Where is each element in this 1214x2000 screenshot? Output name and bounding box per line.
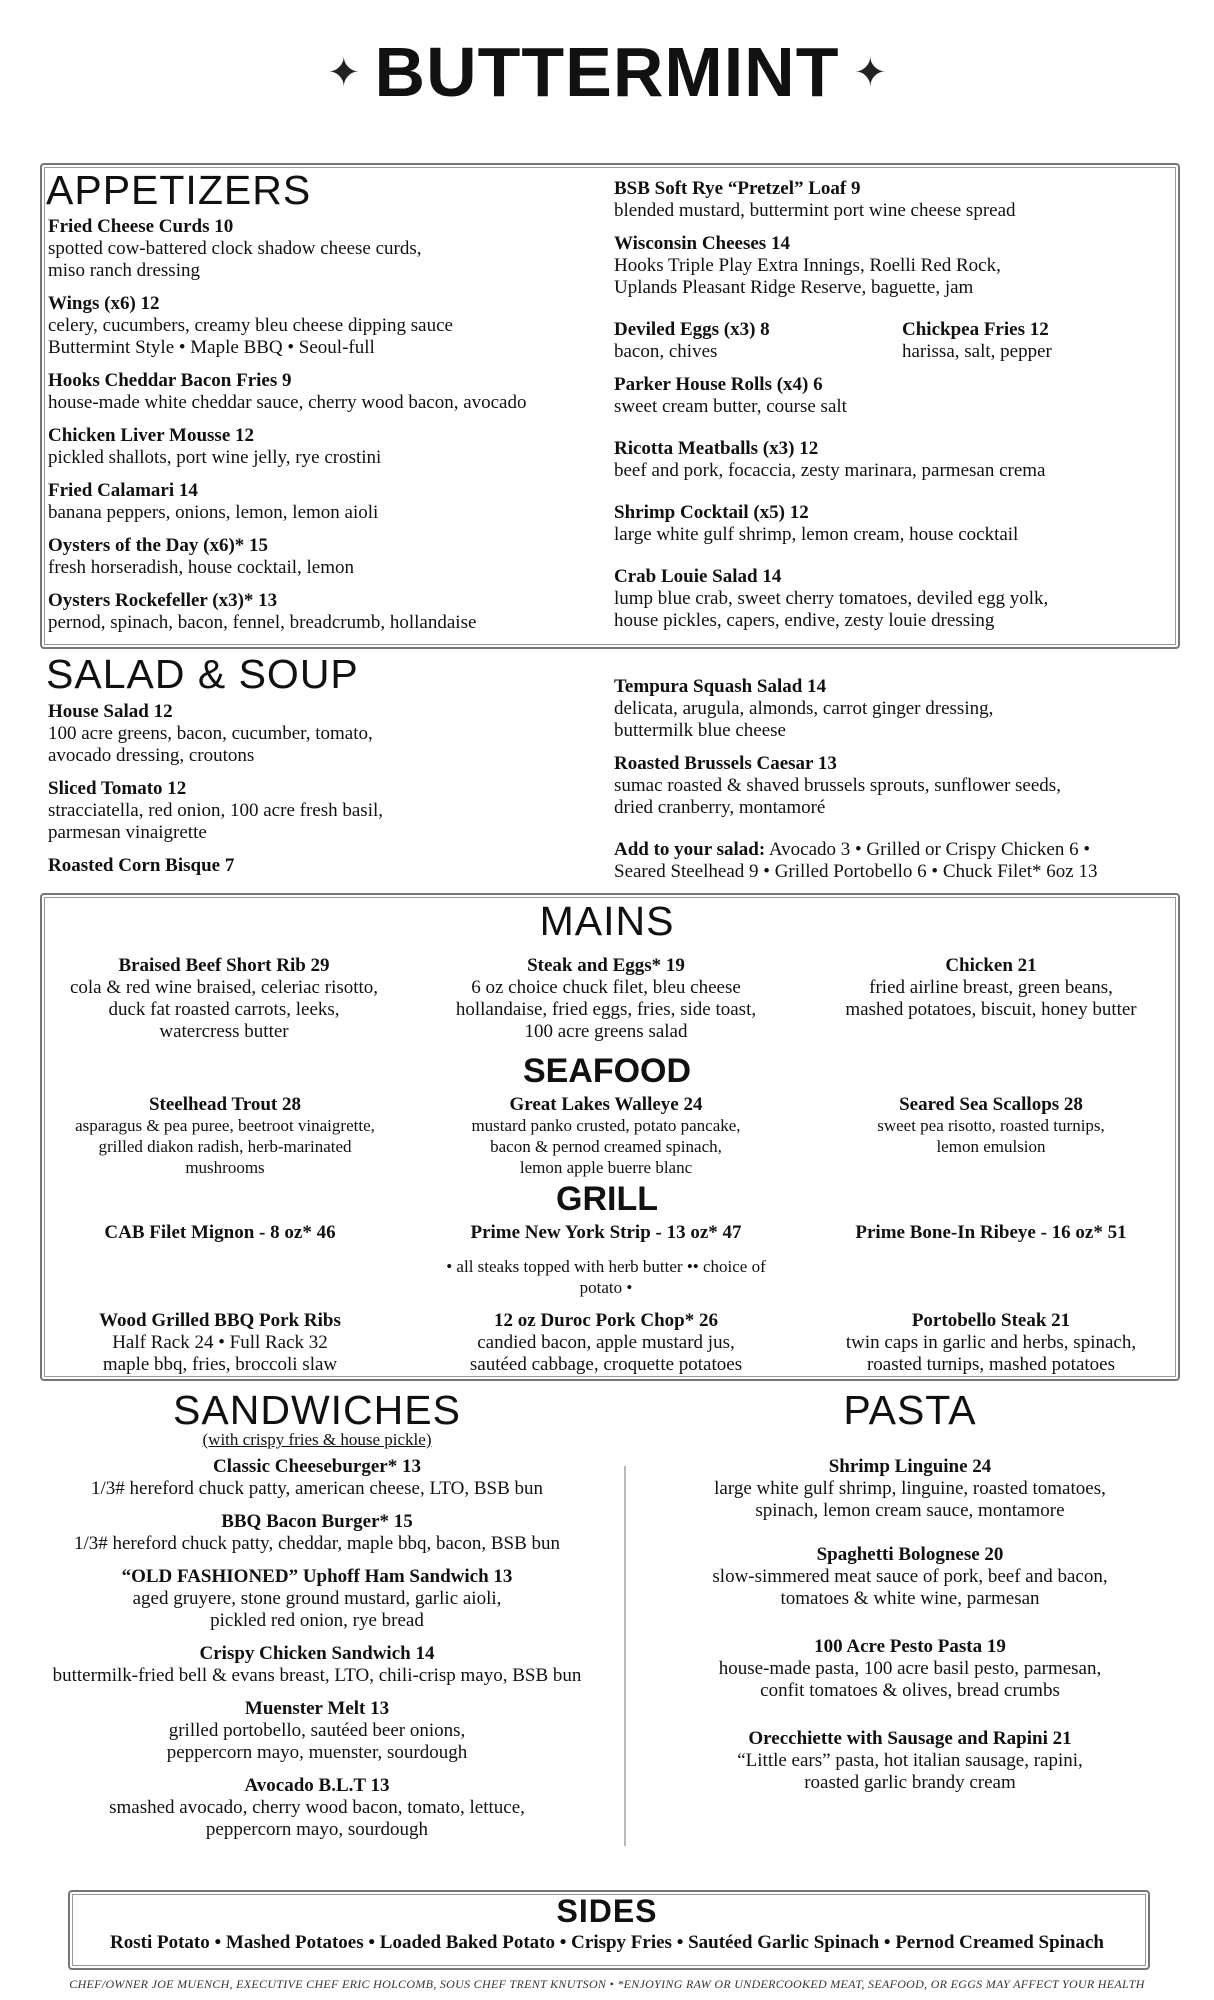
menu-item xyxy=(14,1643,620,1687)
menu-item xyxy=(630,1636,1190,1702)
item-name: Muenster Melt 13 xyxy=(244,1698,390,1719)
item-desc: grilled diakon radish, herb-marinated xyxy=(98,1137,352,1156)
item-desc: miso ranch dressing xyxy=(48,260,200,281)
menu-item xyxy=(48,293,608,359)
menu-item xyxy=(614,319,902,363)
grill-note-line: • all steaks topped with herb butter • xyxy=(446,1257,693,1276)
item-desc: spinach, lemon cream sauce, montamore xyxy=(755,1500,1065,1521)
item-desc: Hooks Triple Play Extra Innings, Roelli Red Rock, xyxy=(614,255,1001,276)
menu-item xyxy=(630,1728,1190,1794)
grill-note-line: • choice of potato • xyxy=(579,1257,766,1297)
sandwiches-title: SANDWICHES xyxy=(173,1387,461,1433)
item-desc: 100 acre greens salad xyxy=(524,1021,688,1042)
item-name: Parker House Rolls (x4) 6 xyxy=(614,374,823,395)
menu-item xyxy=(614,566,1170,632)
seafood-item xyxy=(810,1094,1172,1157)
appetizers-title: APPETIZERS xyxy=(46,167,312,213)
pasta-title: PASTA xyxy=(843,1387,977,1433)
item-name: Portobello Steak 21 xyxy=(911,1310,1071,1331)
item-desc: fresh horseradish, house cocktail, lemon xyxy=(48,557,355,578)
item-desc: watercress butter xyxy=(159,1021,289,1042)
item-name: BBQ Bacon Burger* 15 xyxy=(221,1511,413,1532)
item-desc: hollandaise, fried eggs, fries, side toast, xyxy=(455,999,757,1020)
item-desc: maple bbq, fries, broccoli slaw xyxy=(102,1354,338,1375)
appetizers-right-column xyxy=(614,178,1170,643)
item-desc: house-made pasta, 100 acre basil pesto, parmesan, xyxy=(718,1658,1102,1679)
item-name: Roasted Corn Bisque 7 xyxy=(48,855,235,876)
item-name: Steelhead Trout 28 xyxy=(148,1094,301,1115)
mains-item xyxy=(810,955,1172,1021)
item-desc: mashed potatoes, biscuit, honey butter xyxy=(845,999,1137,1020)
item-desc: fried airline breast, green beans, xyxy=(869,977,1113,998)
menu-item xyxy=(48,425,608,469)
item-desc: Buttermint Style • Maple BBQ • Seoul-full xyxy=(48,337,375,358)
item-desc: bacon & pernod creamed spinach, xyxy=(490,1137,722,1156)
item-desc: Half Rack 24 • Full Rack 32 xyxy=(112,1332,328,1353)
sides-list: Rosti Potato • Mashed Potatoes • Loaded Baked Potato • Crispy Fries • Sautéed Garlic Spinach • Pernod Creamed Spinach xyxy=(110,1932,1104,1953)
mains-item xyxy=(430,955,782,1043)
star-left-icon: ✦ xyxy=(327,49,361,95)
item-desc: candied bacon, apple mustard jus, xyxy=(477,1332,735,1353)
item-desc: banana peppers, onions, lemon, lemon aioli xyxy=(48,502,379,523)
item-name: Roasted Brussels Caesar 13 xyxy=(614,753,837,774)
item-name: Prime New York Strip - 13 oz* 47 xyxy=(470,1222,742,1243)
menu-item xyxy=(630,1456,1190,1522)
item-desc: mustard panko crusted, potato pancake, xyxy=(471,1116,741,1135)
item-desc: duck fat roasted carrots, leeks, xyxy=(108,999,340,1020)
menu-item xyxy=(14,1456,620,1500)
menu-item xyxy=(630,1544,1190,1610)
seafood-title: SEAFOOD xyxy=(522,1052,692,1090)
item-name: Hooks Cheddar Bacon Fries 9 xyxy=(48,370,292,391)
menu-item xyxy=(614,438,1170,482)
item-desc: grilled portobello, sautéed beer onions, xyxy=(168,1720,466,1741)
menu-item xyxy=(614,178,1170,222)
item-desc: roasted garlic brandy cream xyxy=(804,1772,1016,1793)
item-desc: house pickles, capers, endive, zesty louie dressing xyxy=(614,610,995,631)
item-name: Wisconsin Cheeses 14 xyxy=(614,233,790,254)
item-desc: pernod, spinach, bacon, fennel, breadcrumb, hollandaise xyxy=(48,612,477,633)
item-desc: Uplands Pleasant Ridge Reserve, baguette, jam xyxy=(614,277,974,298)
item-name: BSB Soft Rye “Pretzel” Loaf 9 xyxy=(614,178,861,199)
grill-title: GRILL xyxy=(556,1180,658,1218)
salad-left-column xyxy=(48,701,588,888)
menu-item xyxy=(48,535,608,579)
menu-item xyxy=(48,855,588,877)
brand-header xyxy=(0,32,1214,112)
item-desc: sumac roasted & shaved brussels sprouts, sunflower seeds, xyxy=(614,775,1061,796)
sides-title: SIDES xyxy=(556,1893,658,1929)
grill-item xyxy=(810,1310,1172,1376)
menu-item xyxy=(14,1566,620,1632)
menu-item xyxy=(48,701,588,767)
item-desc: avocado dressing, croutons xyxy=(48,745,255,766)
item-name: Prime Bone-In Ribeye - 16 oz* 51 xyxy=(855,1222,1127,1243)
item-desc: roasted turnips, mashed potatoes xyxy=(866,1354,1115,1375)
salad-soup-title: SALAD & SOUP xyxy=(46,651,359,697)
item-desc: spotted cow-battered clock shadow cheese curds, xyxy=(48,238,422,259)
grill-item xyxy=(44,1310,396,1376)
item-desc: cola & red wine braised, celeriac risotto, xyxy=(69,977,379,998)
mains-item xyxy=(48,955,400,1043)
item-name: 12 oz Duroc Pork Chop* 26 xyxy=(494,1310,718,1331)
item-name: Seared Sea Scallops 28 xyxy=(899,1094,1083,1115)
item-name: Crab Louie Salad 14 xyxy=(614,566,782,587)
item-desc: pickled shallots, port wine jelly, rye crostini xyxy=(48,447,382,468)
item-desc: beef and pork, focaccia, zesty marinara, parmesan crema xyxy=(614,460,1046,481)
item-desc: parmesan vinaigrette xyxy=(48,822,207,843)
item-name: Ricotta Meatballs (x3) 12 xyxy=(614,438,819,459)
brand-name: BUTTERMINT xyxy=(374,33,840,111)
item-name: Sliced Tomato 12 xyxy=(48,778,187,799)
item-desc: buttermilk blue cheese xyxy=(614,720,786,741)
salad-addon xyxy=(614,839,1184,883)
item-desc: bacon, chives xyxy=(614,341,718,362)
item-desc: celery, cucumbers, creamy bleu cheese dipping sauce xyxy=(48,315,453,336)
item-desc: mushrooms xyxy=(185,1158,265,1177)
item-desc: sweet pea risotto, roasted turnips, xyxy=(877,1116,1105,1135)
item-name: Steak and Eggs* 19 xyxy=(527,955,685,976)
grill-item xyxy=(810,1222,1172,1244)
item-name: Fried Cheese Curds 10 xyxy=(48,216,234,237)
item-desc: peppercorn mayo, muenster, sourdough xyxy=(166,1742,468,1763)
item-desc: smashed avocado, cherry wood bacon, tomato, lettuce, xyxy=(109,1797,525,1818)
item-name: Braised Beef Short Rib 29 xyxy=(118,955,330,976)
seafood-item xyxy=(44,1094,406,1178)
item-desc: tomatoes & white wine, parmesan xyxy=(780,1588,1040,1609)
item-desc: harissa, salt, pepper xyxy=(902,341,1052,362)
item-name: Deviled Eggs (x3) 8 xyxy=(614,319,770,340)
item-name: Tempura Squash Salad 14 xyxy=(614,676,827,697)
item-name: “OLD FASHIONED” Uphoff Ham Sandwich 13 xyxy=(121,1566,513,1587)
addon-line: Seared Steelhead 9 • Grilled Portobello 6 • Chuck Filet* 6oz 13 xyxy=(614,861,1098,882)
seafood-item xyxy=(430,1094,782,1178)
item-desc: 1/3# hereford chuck patty, cheddar, maple bbq, bacon, BSB bun xyxy=(73,1533,561,1554)
item-name: Spaghetti Bolognese 20 xyxy=(816,1544,1004,1565)
grill-item xyxy=(430,1310,782,1376)
grill-note xyxy=(430,1256,782,1298)
grill-item xyxy=(44,1222,396,1244)
menu-item xyxy=(48,216,608,282)
item-desc: house-made white cheddar sauce, cherry wood bacon, avocado xyxy=(48,392,527,413)
item-desc: “Little ears” pasta, hot italian sausage, rapini, xyxy=(737,1750,1083,1771)
item-name: Wood Grilled BBQ Pork Ribs xyxy=(99,1310,341,1331)
item-desc: buttermilk-fried bell & evans breast, LTO, chili-crisp mayo, BSB bun xyxy=(52,1665,582,1686)
item-desc: slow-simmered meat sauce of pork, beef and bacon, xyxy=(712,1566,1108,1587)
appetizers-pair-row xyxy=(614,319,1170,374)
item-desc: delicata, arugula, almonds, carrot ginger dressing, xyxy=(614,698,994,719)
menu-item xyxy=(614,374,1170,418)
item-name: Shrimp Cocktail (x5) 12 xyxy=(614,502,809,523)
menu-item xyxy=(14,1698,620,1764)
item-name: Chicken 21 xyxy=(945,955,1037,976)
item-desc: lemon apple buerre blanc xyxy=(519,1158,693,1177)
item-desc: lemon emulsion xyxy=(936,1137,1046,1156)
item-desc: 1/3# hereford chuck patty, american cheese, LTO, BSB bun xyxy=(90,1478,543,1499)
column-divider xyxy=(624,1466,626,1846)
item-desc: sautéed cabbage, croquette potatoes xyxy=(469,1354,743,1375)
menu-item xyxy=(614,233,1170,299)
sandwiches-list xyxy=(14,1456,620,1852)
item-name: Avocado B.L.T 13 xyxy=(244,1775,390,1796)
addon-line: Avocado 3 • Grilled or Crispy Chicken 6 • xyxy=(765,839,1090,860)
item-name: Oysters of the Day (x6)* 15 xyxy=(48,535,269,556)
appetizers-left-column xyxy=(48,216,608,645)
grill-item xyxy=(430,1222,782,1244)
menu-item xyxy=(48,480,608,524)
item-name: Chicken Liver Mousse 12 xyxy=(48,425,255,446)
item-name: Chickpea Fries 12 xyxy=(902,319,1049,340)
addon-label: Add to your salad: xyxy=(614,839,766,860)
item-desc: stracciatella, red onion, 100 acre fresh basil, xyxy=(48,800,383,821)
item-name: 100 Acre Pesto Pasta 19 xyxy=(814,1636,1006,1657)
item-desc: 100 acre greens, bacon, cucumber, tomato, xyxy=(48,723,373,744)
item-name: CAB Filet Mignon - 8 oz* 46 xyxy=(104,1222,336,1243)
sandwiches-subtitle: (with crispy fries & house pickle) xyxy=(202,1430,432,1449)
item-name: Crispy Chicken Sandwich 14 xyxy=(199,1643,435,1664)
menu-item xyxy=(48,778,588,844)
item-name: Shrimp Linguine 24 xyxy=(828,1456,992,1477)
item-desc: pickled red onion, rye bread xyxy=(210,1610,424,1631)
menu-item xyxy=(48,590,608,634)
menu-item xyxy=(614,753,1184,819)
item-name: Great Lakes Walleye 24 xyxy=(509,1094,703,1115)
item-desc: lump blue crab, sweet cherry tomatoes, deviled egg yolk, xyxy=(614,588,1049,609)
menu-item xyxy=(48,370,608,414)
item-desc: dried cranberry, montamoré xyxy=(614,797,826,818)
item-desc: twin caps in garlic and herbs, spinach, xyxy=(845,1332,1137,1353)
star-right-icon: ✦ xyxy=(853,49,887,95)
item-desc: asparagus & pea puree, beetroot vinaigrette, xyxy=(75,1116,375,1135)
item-desc: peppercorn mayo, sourdough xyxy=(205,1819,429,1840)
item-desc: large white gulf shrimp, linguine, roasted tomatoes, xyxy=(714,1478,1106,1499)
item-name: Orecchiette with Sausage and Rapini 21 xyxy=(748,1728,1072,1749)
item-name: Wings (x6) 12 xyxy=(48,293,160,314)
menu-item xyxy=(902,319,1052,363)
menu-item xyxy=(14,1511,620,1555)
item-desc: 6 oz choice chuck filet, bleu cheese xyxy=(471,977,741,998)
menu-item xyxy=(614,676,1184,742)
footer-credits: CHEF/OWNER JOE MUENCH, EXECUTIVE CHEF ERIC HOLCOMB, SOUS CHEF TRENT KNUTSON • *ENJOYING RAW OR UNDERCOOKED MEAT, SEAFOOD, OR EGGS MAY AFFECT YOUR HEALTH xyxy=(69,1977,1145,1991)
mains-title: MAINS xyxy=(539,898,675,944)
menu-item xyxy=(14,1775,620,1841)
item-name: Classic Cheeseburger* 13 xyxy=(213,1456,421,1477)
item-name: House Salad 12 xyxy=(48,701,173,722)
item-desc: aged gruyere, stone ground mustard, garlic aioli, xyxy=(132,1588,502,1609)
menu-item xyxy=(614,502,1170,546)
pasta-list xyxy=(630,1456,1190,1805)
item-name: Oysters Rockefeller (x3)* 13 xyxy=(48,590,278,611)
item-desc: confit tomatoes & olives, bread crumbs xyxy=(760,1680,1060,1701)
salad-right-column xyxy=(614,676,1184,894)
item-name: Fried Calamari 14 xyxy=(48,480,198,501)
item-desc: sweet cream butter, course salt xyxy=(614,396,847,417)
item-desc: large white gulf shrimp, lemon cream, house cocktail xyxy=(614,524,1019,545)
item-desc: blended mustard, buttermint port wine cheese spread xyxy=(614,200,1016,221)
